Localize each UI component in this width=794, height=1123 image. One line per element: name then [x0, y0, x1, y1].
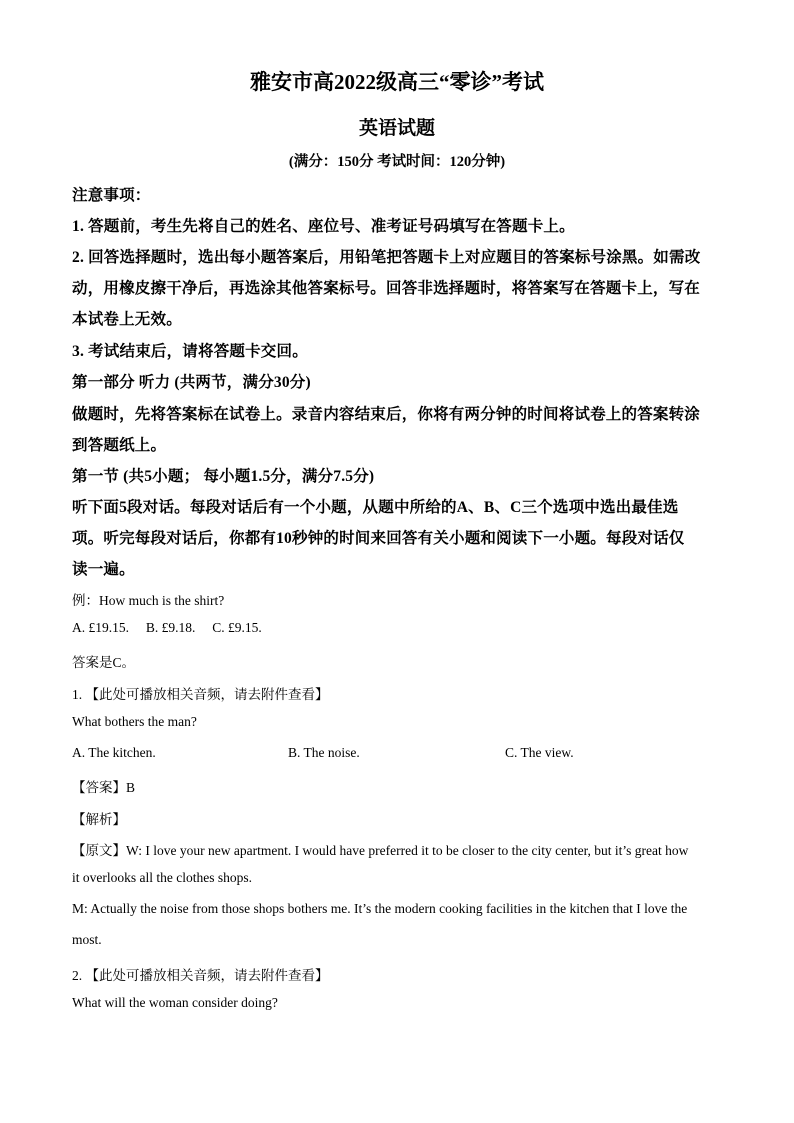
q1-option-c: C. The view.	[505, 745, 574, 760]
notes-item-2-line-2: 动，用橡皮擦干净后，再选涂其他答案标号。回答非选择题时，将答案写在答题卡上，写在	[72, 280, 701, 297]
exam-info: (满分：150分 考试时间：120分钟)	[288, 154, 506, 170]
notes-item-2-line-1: 2. 回答选择题时，选出每小题答案后，用铅笔把答题卡上对应题目的答案标号涂黑。如需改	[72, 249, 701, 266]
q1-option-a: A. The kitchen.	[72, 745, 156, 760]
q1-analysis: 【解析】	[72, 812, 126, 827]
q1-audio-link[interactable]: 1. 【此处可播放相关音频，请去附件查看】	[72, 687, 329, 702]
section1-instruction-line-1: 听下面5段对话。每段对话后有一个小题，从题中所给的A、B、C三个选项中选出最佳选	[72, 499, 679, 516]
q1-original-line-1: 【原文】W: I love your new apartment. I would have preferred it to be closer to the city center, but it’s great how	[72, 843, 689, 858]
notes-item-3: 3. 考试结束后，请将答题卡交回。	[72, 343, 308, 360]
section1-heading: 第一节 (共5小题； 每小题1.5分，满分7.5分)	[72, 468, 375, 485]
part1-heading: 第一部分 听力 (共两节，满分30分)	[72, 374, 311, 391]
q2-audio-link[interactable]: 2. 【此处可播放相关音频，请去附件查看】	[72, 968, 329, 983]
part1-instruction-line-1: 做题时，先将答案标在试卷上。录音内容结束后，你将有两分钟的时间将试卷上的答案转涂	[72, 406, 701, 423]
q1-original-line-4: most.	[72, 932, 102, 947]
exam-title: 雅安市高2022级高三“零诊”考试	[250, 70, 544, 94]
q1-option-b: B. The noise.	[288, 745, 360, 760]
q1-answer: 【答案】B	[72, 780, 136, 795]
notes-heading: 注意事项：	[72, 187, 151, 204]
notes-item-1: 1. 答题前，考生先将自己的姓名、座位号、准考证号码填写在答题卡上。	[72, 218, 575, 235]
q1-original-line-3: M: Actually the noise from those shops bothers me. It’s the modern cooking facilities in the kitchen that I love the	[72, 901, 688, 916]
example-options: A. £19.15. B. £9.18. C. £9.15.	[72, 620, 262, 635]
subject-title: 英语试题	[358, 118, 435, 139]
q2-question: What will the woman consider doing?	[72, 995, 278, 1010]
q1-question: What bothers the man?	[72, 714, 197, 729]
example-question: 例：How much is the shirt?	[72, 593, 225, 608]
part1-instruction-line-2: 到答题纸上。	[72, 437, 167, 454]
section1-instruction-line-3: 读一遍。	[72, 561, 135, 578]
section1-instruction-line-2: 项。听完每段对话后，你都有10秒钟的时间来回答有关小题和阅读下一小题。每段对话仅	[72, 530, 685, 547]
notes-item-2-line-3: 本试卷上无效。	[72, 311, 182, 328]
example-answer: 答案是C。	[72, 655, 136, 670]
q1-original-line-2: it overlooks all the clothes shops.	[72, 870, 252, 885]
